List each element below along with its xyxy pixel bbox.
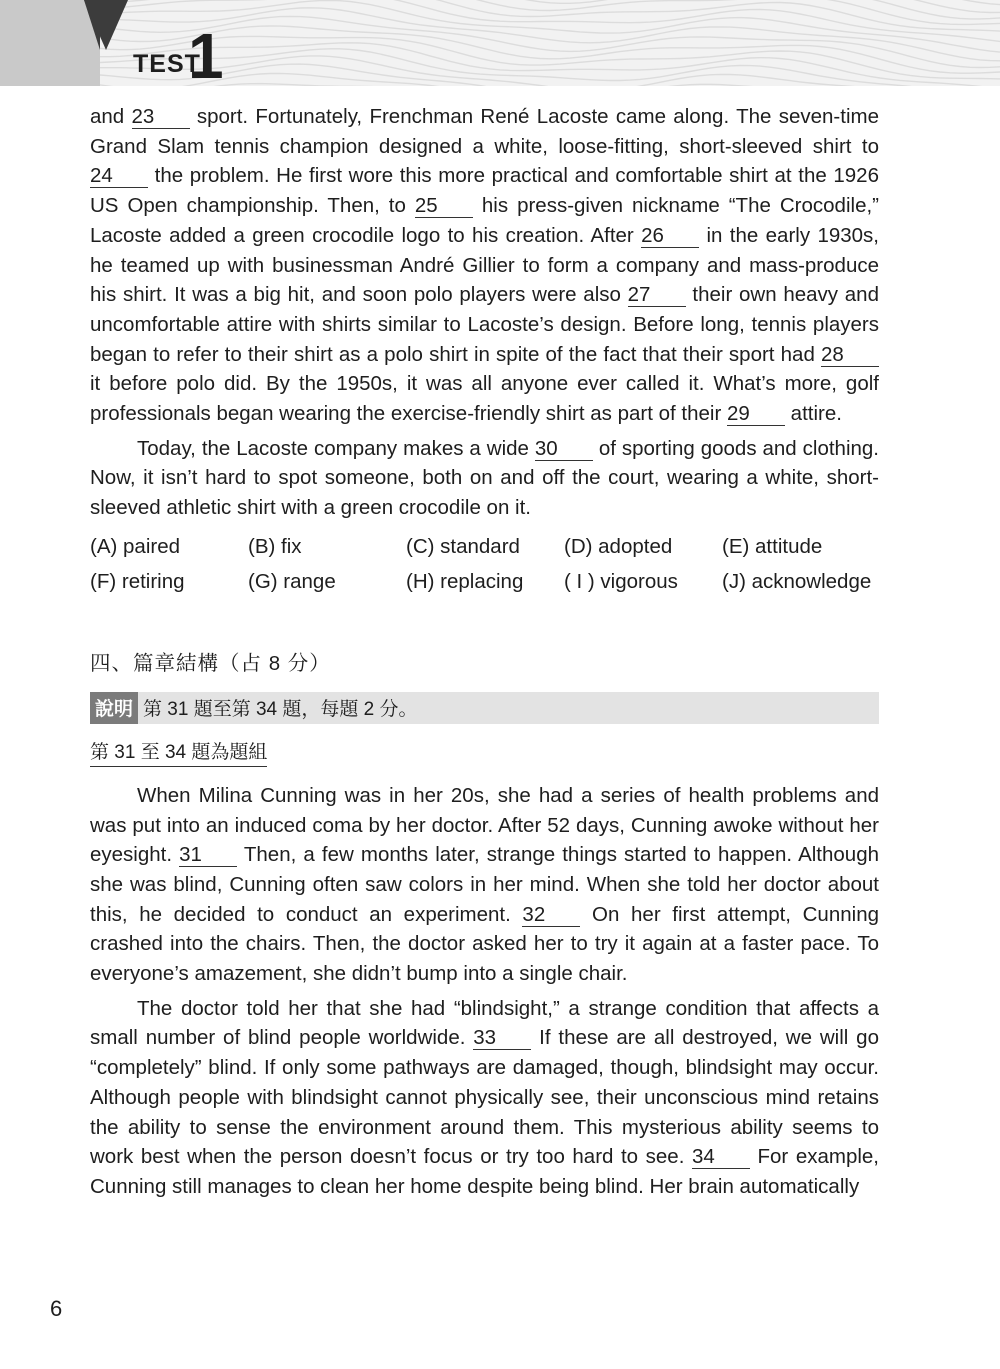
paragraph-text: On her first attempt, Cunning crashed into the chairs. Then, the doctor asked her to try it again at a faster pace. To everyone’s amazement, she didn’t bump into a single chair. <box>90 902 879 986</box>
choice-option: (F) retiring <box>90 569 185 593</box>
paragraph-text: If these are all destroyed, we will go “completely” blind. If only some pathways are damaged, though, blindsight may occur. Although people with blindsight cannot physically see, their unconscious mind retains the ability to sense the environment around them. This mysterious ability seems to work best when the person doesn’t focus or try too hard to see. <box>90 1026 879 1169</box>
answer-blank: 29 <box>727 403 785 426</box>
answer-blank: 23 <box>132 106 190 129</box>
passage-cloze <box>90 102 879 523</box>
paragraph-text: his press-given nickname “The Crocodile,” Lacoste added a green crocodile logo to his creation. After <box>90 194 879 247</box>
paragraph-text: attire. <box>784 402 842 426</box>
choice-option: (D) adopted <box>564 534 673 558</box>
paragraph <box>90 781 879 989</box>
answer-blank: 25 <box>415 195 473 218</box>
wave-line <box>0 0 1000 13</box>
passage-structure <box>90 781 879 1202</box>
answer-blank: 30 <box>535 438 593 461</box>
paragraph-text: their own heavy and uncomfortable attire with shirts similar to Lacoste’s design. Before long, tennis players began to refer to their shirt as a polo shirt in spite of the fact that their sport had <box>90 283 879 366</box>
choice-option: (G) range <box>248 569 336 593</box>
choice-option: (C) standard <box>406 534 520 558</box>
paragraph-text: of sporting goods and clothing. Now, it isn’t hard to spot someone, both on and off the court, wearing a white, short-sleeved athletic shirt with a green crocodile on it. <box>90 436 880 520</box>
paragraph <box>90 434 879 523</box>
paragraph-text: Today, the Lacoste company makes a wide <box>137 436 535 460</box>
choice-option: (A) paired <box>90 534 181 558</box>
paragraph-text: it before polo did. By the 1950s, it was all anyone ever called it. What’s more, golf professionals began wearing the exercise-friendly shirt as part of their <box>90 372 879 426</box>
choice-option: (E) attitude <box>722 534 823 558</box>
word-bank <box>90 535 879 594</box>
wave-line <box>0 0 1000 52</box>
answer-blank: 31 <box>179 844 237 867</box>
paragraph-text: The doctor told her that she had “blindsight,” a strange condition that affects a small number of blind people worldwide. <box>90 996 879 1050</box>
answer-blank: 32 <box>522 904 580 927</box>
answer-blank: 27 <box>628 284 686 307</box>
choice-option: (H) replacing <box>406 569 524 593</box>
question-group-title: 第 31 至 34 題為題組 <box>90 740 267 767</box>
paragraph <box>90 102 879 429</box>
instruction-bar <box>90 692 879 724</box>
paragraph-text: the problem. He first wore this more practical and comfortable shirt at the 1926 US Open championship. Then, to <box>90 164 879 218</box>
paragraph <box>90 994 879 1202</box>
paragraph-text: When Milina Cunning was in her 20s, she had a series of health problems and was put into an induced coma by her doctor. After 52 days, Cunning awoke without her eyesight. <box>90 783 879 867</box>
paragraph-text: Then, a few months later, strange things started to happen. Although she was blind, Cunning often saw colors in her mind. When she told her doctor about this, he decided to conduct an experiment. <box>90 843 880 926</box>
answer-blank: 28 <box>821 344 879 367</box>
choice-option: (B) fix <box>248 534 302 558</box>
answer-blank: 33 <box>473 1027 531 1050</box>
instruction-tag: 說明 <box>90 692 138 724</box>
section-title: 四、篇章結構（占 8 分） <box>90 651 331 675</box>
test-label: TEST <box>133 50 201 78</box>
paragraph-text: For example, Cunning still manages to clean her home despite being blind. Her brain automatically <box>90 1145 880 1198</box>
answer-blank: 24 <box>90 165 148 188</box>
paragraph-text: and <box>90 105 132 128</box>
page-header <box>0 0 1000 86</box>
answer-blank: 34 <box>692 1146 750 1169</box>
test-number: 1 <box>188 20 224 86</box>
instruction-text: 第 31 題至第 34 題，每題 2 分。 <box>143 699 418 721</box>
paragraph-text: sport. Fortunately, Frenchman René Lacoste came along. The seven-time Grand Slam tennis champion designed a white, loose-fitting, short-sleeved shirt to <box>90 105 879 158</box>
choice-option: ( I ) vigorous <box>564 569 678 593</box>
page-content <box>90 102 879 1202</box>
page-number: 6 <box>50 1296 63 1321</box>
choice-option: (J) acknowledge <box>722 569 872 593</box>
paragraph-text: in the early 1930s, he teamed up with businessman André Gillier to form a company and mass-produce his shirt. It was a big hit, and soon polo players were also <box>90 223 879 307</box>
wave-line <box>0 0 1000 19</box>
answer-blank: 26 <box>641 225 699 248</box>
